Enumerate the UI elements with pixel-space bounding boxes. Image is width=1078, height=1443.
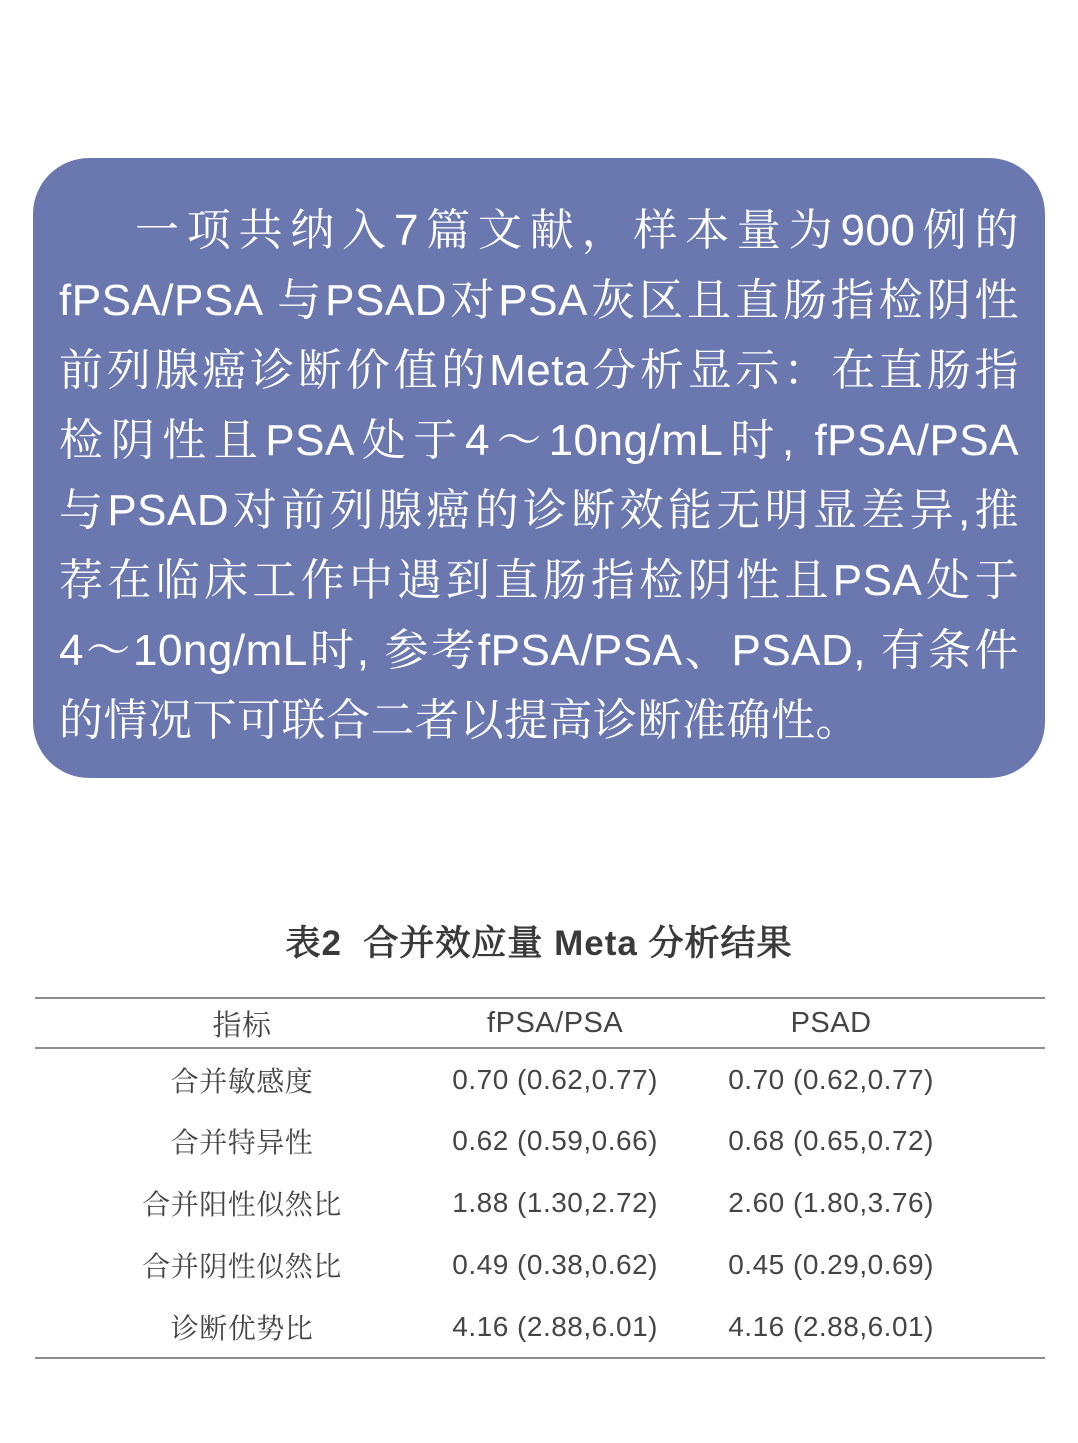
summary-text-line: 一项共纳入7篇文献，样本量为900例的 bbox=[135, 206, 1019, 255]
indicator-cell: 合并敏感度 bbox=[170, 1065, 314, 1097]
psad-value-cell: 0.45 (0.29,0.69) bbox=[728, 1249, 934, 1280]
meta-analysis-table bbox=[35, 997, 1045, 1359]
table-title: 表2 合并效应量 Meta 分析结果 bbox=[285, 924, 793, 963]
indicator-cell: 合并特异性 bbox=[170, 1127, 314, 1158]
table-row bbox=[35, 1048, 1045, 1110]
summary-text-line: 的情况下可联合二者以提高诊断准确性。 bbox=[59, 696, 860, 745]
fpsa-psa-value-cell: 4.16 (2.88,6.01) bbox=[452, 1310, 658, 1342]
psad-value-cell: 2.60 (1.80,3.76) bbox=[728, 1187, 934, 1218]
psad-value-cell: 0.70 (0.62,0.77) bbox=[728, 1063, 934, 1095]
summary-text-line: 前列腺癌诊断价值的Meta分析显示：在直肠指 bbox=[59, 346, 1019, 395]
fpsa-psa-value-cell: 0.49 (0.38,0.62) bbox=[452, 1249, 658, 1280]
table-row bbox=[35, 1110, 1045, 1172]
fpsa-psa-value-cell: 0.70 (0.62,0.77) bbox=[452, 1063, 658, 1095]
summary-text-line: 4～10ng/mL时, 参考fPSA/PSA、PSAD, 有条件 bbox=[59, 626, 1019, 675]
table-row bbox=[35, 1234, 1045, 1296]
fpsa-psa-value-cell: 1.88 (1.30,2.72) bbox=[452, 1187, 658, 1218]
column-header-indicator: 指标 bbox=[212, 1009, 272, 1042]
indicator-cell: 诊断优势比 bbox=[170, 1312, 314, 1344]
indicator-cell: 合并阴性似然比 bbox=[142, 1251, 342, 1282]
indicator-cell: 合并阳性似然比 bbox=[142, 1189, 342, 1220]
table-header-row bbox=[35, 998, 1045, 1048]
summary-text-line: 与PSAD对前列腺癌的诊断效能无明显差异,推 bbox=[59, 486, 1019, 535]
column-header-fpsa-psa: fPSA/PSA bbox=[487, 1006, 624, 1039]
summary-text-line: fPSA/PSA 与PSAD对PSA灰区且直肠指检阴性 bbox=[59, 276, 1019, 325]
summary-text-line: 荐在临床工作中遇到直肠指检阴性且PSA处于 bbox=[59, 556, 1019, 605]
summary-text-line: 检阴性且PSA处于4～10ng/mL时, fPSA/PSA bbox=[59, 416, 1019, 465]
summary-card bbox=[33, 158, 1045, 778]
psad-value-cell: 0.68 (0.65,0.72) bbox=[728, 1125, 934, 1156]
psad-value-cell: 4.16 (2.88,6.01) bbox=[728, 1310, 934, 1342]
table-row bbox=[35, 1296, 1045, 1358]
column-header-psad: PSAD bbox=[790, 1006, 872, 1039]
table-row bbox=[35, 1172, 1045, 1234]
fpsa-psa-value-cell: 0.62 (0.59,0.66) bbox=[452, 1125, 658, 1156]
